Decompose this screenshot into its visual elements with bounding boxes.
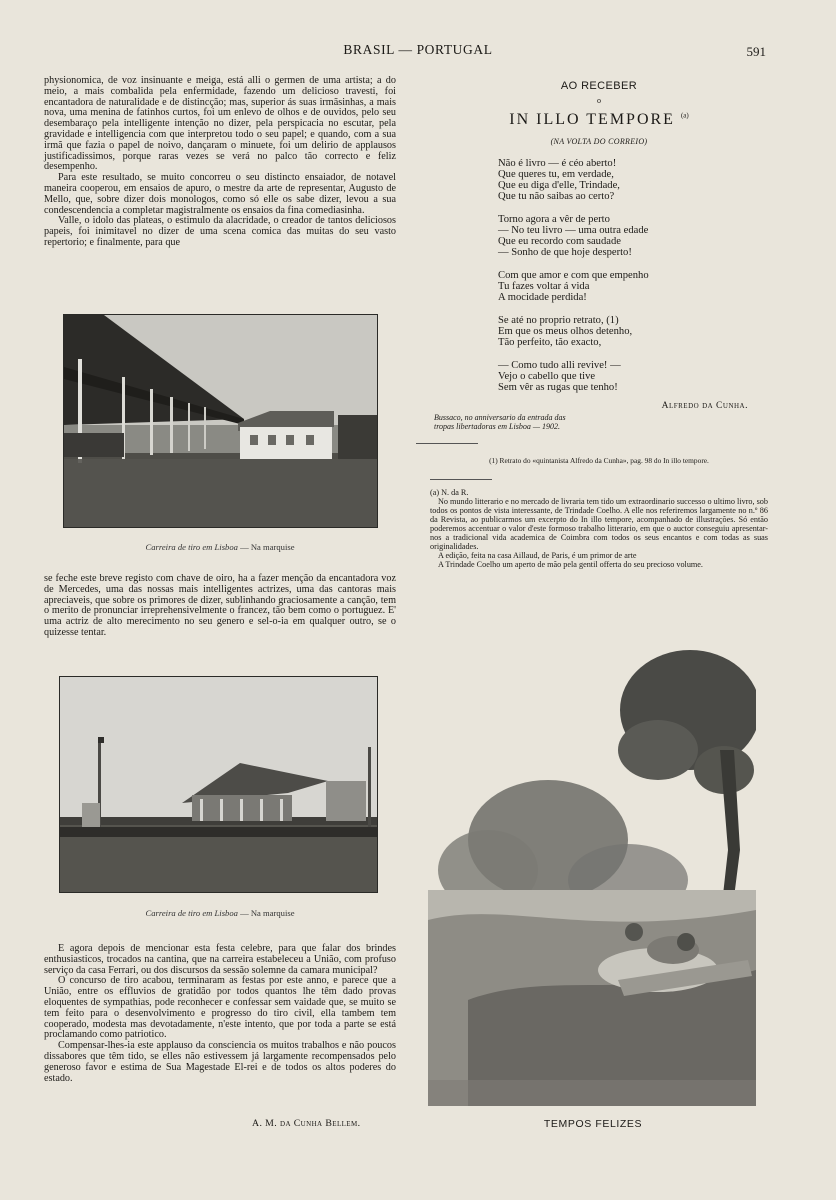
poem-dateline: Bussaco, no anniversario da entrada das tropas libertadoras em Lisboa — 1902.	[434, 413, 566, 431]
poem-heading: AO RECEBER	[560, 80, 638, 92]
poem-stanza	[498, 315, 768, 348]
paragraph: se feche este breve registo com chave de oiro, ha a fazer menção da encantadora voz de Mercedes, uma das nossas mais intelligentes actrizes, uma das cantoras mais apreciaveis, que sobre os primores de dizer, sublinhando graciosamente a canção, tem o merito de pronunciar irreprehensivelmente o francez, tão bem como o portuguez. E' uma actriz de alto merecimento no seu genero e sel-o-ia em qualquer outro, se o quizesse tentar.	[44, 573, 396, 638]
photo-illustration	[60, 677, 377, 892]
photo-illustration	[64, 315, 377, 527]
heading-ornament: o	[597, 96, 601, 105]
note-paragraph: No mundo litterario e no mercado de livraria tem tido um extraordinario successo o ultimo livro, sob todos os pontos de vista interessante, de Trindade Coelho. A elle nos referiremos largamente no n.º 86 da Revista, ao publicarmos um excerpto do In illo tempore, acompanhado de illustrações. Só então poderemos accentuar o valor d'este formoso trabalho litterario, em que o auctor conseguiu apresentar-nos a tradicional vida academica de Coimbra com todos os seus encantos e com todas as suas originalidades.	[430, 497, 768, 551]
photo-shooting-range-marquee-1	[63, 314, 378, 528]
left-column-bottom	[44, 944, 396, 1084]
article-author: A. M. da Cunha Bellem.	[252, 1118, 361, 1129]
verse-line: Não é livro — é céo aberto!	[498, 158, 617, 169]
paragraph: Compensar-lhes-ia este applauso da consciencia os muitos trabalhos e não poucos dissabores que têm tido, se elles não estivessem já largamente recompensados pelo generoso favor e estima de Sua Magestade El-rei e de todos os altos poderes do estado.	[44, 1040, 396, 1084]
photo-shooting-range-marquee-2	[59, 676, 378, 893]
paragraph: physionomica, de voz insinuante e meiga, está alli o germen de uma artista; a do meio, a mais combalida pela enfermidade, fazendo um delicioso travesti, foi encantadora de naturalidade e de distincção; mas, superior ás suas irmãsinhas, a mais nova, uma menina de fatinhos curtos, foi um enlevo de olhos e de ouvidos, pelo seu desembaraço pela intelligente intenção no dizer, pela perspicacia no escutar, pela gravidade e intelligencia com que interpretou todo o seu papel; e quando, com a sua irmã que fazia o papel de noivo, dançaram o minuete, foi um delirio de applausos justificadissimos, porque raras vezes se verá no palco tão correcto e feliz desempenho.	[44, 75, 396, 173]
verse-line: Que queres tu, em verdade,	[498, 169, 614, 180]
poem-stanza	[498, 158, 768, 202]
right-column	[430, 76, 768, 569]
poem-subtitle: (NA VOLTA DO CORREIO)	[550, 137, 648, 146]
verse-line: Em que os meus olhos detenho,	[498, 326, 633, 337]
note-paragraph: A Trindade Coelho um aperto de mão pela gentil offerta do seu precioso volume.	[438, 560, 703, 569]
verse-line: Vejo o cabello que tive	[498, 371, 596, 382]
paragraph: Para este resultado, se muito concorreu o seu distincto ensaiador, de notavel maneira cooperou, em ensaios de apuro, o mestre da arte de representar, Augusto de Mello, que, sobre dizer dois monologos, como só elle os sabe dizer, levou a sua condescendencia a completar magistralmente os ensaios da fina comediasinha.	[44, 172, 396, 216]
footnote: (1) Retrato do «quintanista Alfredo da Cunha», pag. 98 do In illo tempore.	[489, 456, 709, 465]
verse-line: — Como tudo alli revive! —	[498, 360, 621, 371]
editor-note	[430, 488, 768, 569]
illustration-caption: TEMPOS FELIZES	[543, 1118, 643, 1130]
poem-stanza	[498, 214, 768, 258]
divider	[416, 443, 478, 444]
poem-title: IN ILLO TEMPORE $^{(a)}$	[509, 111, 689, 128]
paragraph: E agora depois de mencionar esta festa celebre, para que falar dos brindes enthusiasticos, trocados na cantina, que na carreira estabeleceu a União, com profuso serviço da casa Ferrari, ou dos discursos da sessão solemne da camara municipal?	[44, 943, 396, 976]
poem-stanza	[498, 270, 768, 303]
verse-line: Sem vêr as rugas que tenho!	[498, 382, 618, 393]
verse-line: Que eu diga d'elle, Trindade,	[498, 180, 620, 191]
left-column-top	[44, 76, 396, 249]
note-paragraph: A edição, feita na casa Aillaud, de Paris, é um primor de arte	[438, 551, 637, 560]
verse-line: — Sonho de que hoje desperto!	[498, 247, 632, 258]
page-number: 591	[746, 44, 766, 59]
verse-line: Que tu não saibas ao certo?	[498, 191, 615, 202]
page-header	[0, 42, 836, 62]
verse-line: Tão perfeito, tão exacto,	[498, 337, 602, 348]
left-column-middle	[44, 574, 396, 639]
paragraph: Valle, o idolo das plateas, o estimulo da alacridade, o creador de tantos deliciosos papeis, foi inimitavel no dizer de uma scena comica das muitas do seu vasto repertorio; e finalmente, para que	[44, 215, 396, 248]
note-mark: (a)	[680, 111, 689, 120]
poem-stanza	[498, 360, 768, 393]
note-heading: (a) N. da R.	[430, 488, 469, 497]
verse-line: — No teu livro — uma outra edade	[498, 225, 649, 236]
verse-line: Que eu recordo com saudade	[498, 236, 621, 247]
verse-line: Se até no proprio retrato, (1)	[498, 315, 619, 326]
paragraph: O concurso de tiro acabou, terminaram as festas por este anno, e parece que a União, entre os effluvios de gratidão por todos quantos lhe têm dado provas eloquentes de sympathias, pode reconhecer e confessar sem vaidade que, se muito se tem feito para o desenvolvimento e progresso do tiro civil, ella tambem tem cooperado, modesta mas devotadamente, n'este intento, que por toda a parte se está proclamando como patriotico.	[44, 975, 396, 1041]
divider	[430, 479, 492, 480]
verse-line: Tu fazes voltar á vida	[498, 281, 590, 292]
running-title: BRASIL — PORTUGAL	[343, 42, 493, 57]
verse-line: Com que amor e com que empenho	[498, 270, 649, 281]
verse-line: Torno agora a vêr de perto	[498, 214, 610, 225]
verse-line: A mocidade perdida!	[498, 292, 587, 303]
illustration-tempos-felizes	[428, 640, 756, 1106]
poem-signature: Alfredo da Cunha.	[661, 401, 748, 411]
photo-caption: Carreira de tiro em Lisboa — Na marquise	[145, 908, 295, 918]
photo-caption: Carreira de tiro em Lisboa — Na marquise	[145, 542, 295, 552]
illustration-drawing	[428, 640, 756, 1106]
